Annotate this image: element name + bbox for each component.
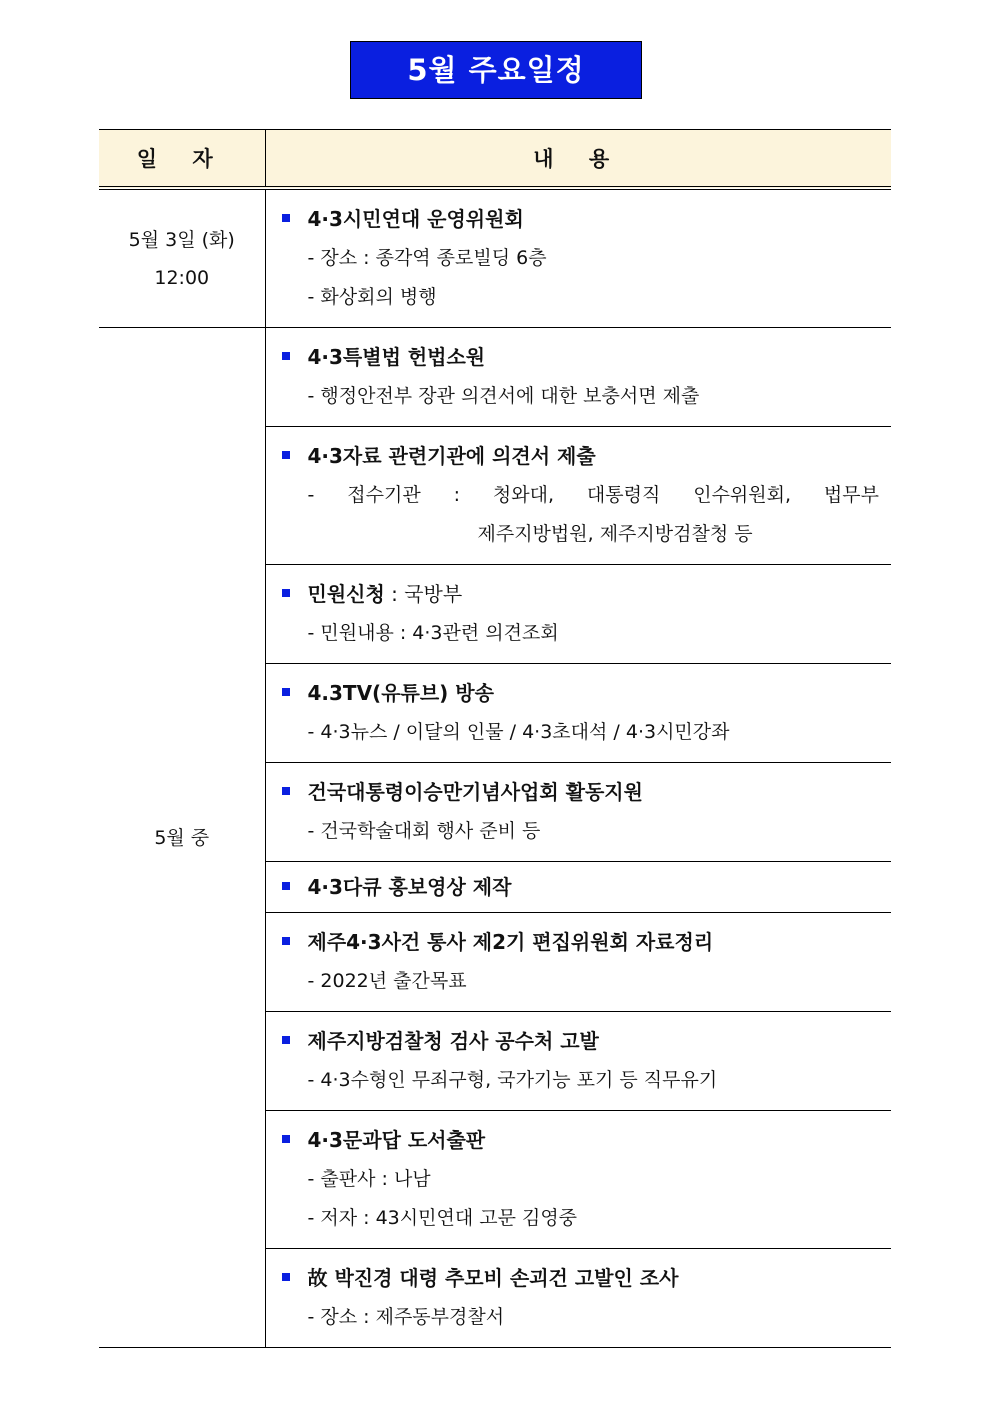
schedule-item bbox=[266, 190, 892, 327]
content-cell bbox=[265, 913, 891, 1012]
item-detail: - 화상회의 병행 bbox=[307, 286, 437, 308]
item-heading: 건국대통령이승만기념사업회 활동지원 bbox=[280, 772, 886, 812]
schedule-table bbox=[99, 129, 891, 1348]
schedule-item bbox=[266, 862, 892, 912]
square-bullet-icon bbox=[282, 352, 290, 360]
square-bullet-icon bbox=[282, 1135, 290, 1143]
schedule-item bbox=[266, 328, 892, 426]
square-bullet-icon bbox=[282, 214, 290, 222]
date-cell-may-3 bbox=[99, 188, 265, 328]
schedule-item bbox=[266, 1012, 892, 1110]
schedule-item bbox=[266, 1111, 892, 1248]
content-cell bbox=[265, 427, 891, 565]
header-content: 내 용 bbox=[265, 130, 891, 189]
content-cell bbox=[265, 862, 891, 913]
header-date: 일 자 bbox=[99, 130, 265, 189]
item-detail: - 민원내용 : 4·3관련 의견조회 bbox=[307, 622, 559, 644]
item-heading: 4.3TV(유튜브) 방송 bbox=[280, 673, 886, 713]
item-detail: - 출판사 : 나남 bbox=[307, 1168, 431, 1190]
item-detail: - 장소 : 제주동부경찰서 bbox=[307, 1306, 505, 1328]
square-bullet-icon bbox=[282, 1273, 290, 1281]
item-heading: 민원신청 : 국방부 bbox=[280, 574, 886, 614]
date-line: 5월 3일 (화) bbox=[128, 228, 235, 251]
item-detail: - 저자 : 43시민연대 고문 김영중 bbox=[307, 1207, 578, 1229]
square-bullet-icon bbox=[282, 688, 290, 696]
table-row bbox=[99, 328, 891, 427]
item-detail: - 행정안전부 장관 의견서에 대한 보충서면 제출 bbox=[307, 385, 700, 407]
content-cell bbox=[265, 664, 891, 763]
item-heading: 4·3자료 관련기관에 의견서 제출 bbox=[280, 436, 886, 476]
schedule-item bbox=[266, 1249, 892, 1347]
square-bullet-icon bbox=[282, 787, 290, 795]
square-bullet-icon bbox=[282, 451, 290, 459]
item-heading: 4·3특별법 헌법소원 bbox=[280, 337, 886, 377]
square-bullet-icon bbox=[282, 937, 290, 945]
item-heading: 제주지방검찰청 검사 공수처 고발 bbox=[280, 1021, 886, 1061]
date-cell-may bbox=[99, 328, 265, 1348]
item-detail: 제주지방법원, 제주지방검찰청 등 bbox=[477, 523, 753, 545]
content-cell bbox=[265, 1249, 891, 1348]
item-heading: 4·3시민연대 운영위원회 bbox=[280, 199, 886, 239]
content-cell bbox=[265, 188, 891, 328]
content-cell bbox=[265, 565, 891, 664]
item-heading: 제주4·3사건 통사 제2기 편집위원회 자료정리 bbox=[280, 922, 886, 962]
square-bullet-icon bbox=[282, 882, 290, 890]
content-cell bbox=[265, 1111, 891, 1249]
item-heading: 故 박진경 대령 추모비 손괴건 고발인 조사 bbox=[280, 1258, 886, 1298]
item-detail: - 4·3수형인 무죄구형, 국가기능 포기 등 직무유기 bbox=[307, 1069, 718, 1091]
item-detail: - 접수기관 : 청와대, 대통령직 인수위원회, 법무부 bbox=[307, 484, 879, 506]
date-line: 5월 중 bbox=[154, 826, 210, 849]
item-heading: 4·3문과답 도서출판 bbox=[280, 1120, 886, 1160]
table-row bbox=[99, 188, 891, 328]
item-detail: - 2022년 출간목표 bbox=[307, 970, 467, 992]
table-header-row bbox=[99, 130, 891, 189]
item-detail: - 건국학술대회 행사 준비 등 bbox=[307, 820, 541, 842]
item-detail: - 장소 : 종각역 종로빌딩 6층 bbox=[307, 247, 547, 269]
schedule-item bbox=[266, 427, 892, 564]
content-cell bbox=[265, 328, 891, 427]
square-bullet-icon bbox=[282, 1036, 290, 1044]
schedule-item bbox=[266, 763, 892, 861]
content-cell bbox=[265, 1012, 891, 1111]
schedule-item bbox=[266, 565, 892, 663]
time-line: 12:00 bbox=[154, 266, 210, 289]
item-heading: 4·3다큐 홍보영상 제작 bbox=[280, 867, 886, 907]
item-detail: - 4·3뉴스 / 이달의 인물 / 4·3초대석 / 4·3시민강좌 bbox=[307, 721, 730, 743]
content-cell bbox=[265, 763, 891, 862]
page-title: 5월 주요일정 bbox=[350, 41, 642, 99]
square-bullet-icon bbox=[282, 589, 290, 597]
schedule-item bbox=[266, 913, 892, 1011]
schedule-item bbox=[266, 664, 892, 762]
